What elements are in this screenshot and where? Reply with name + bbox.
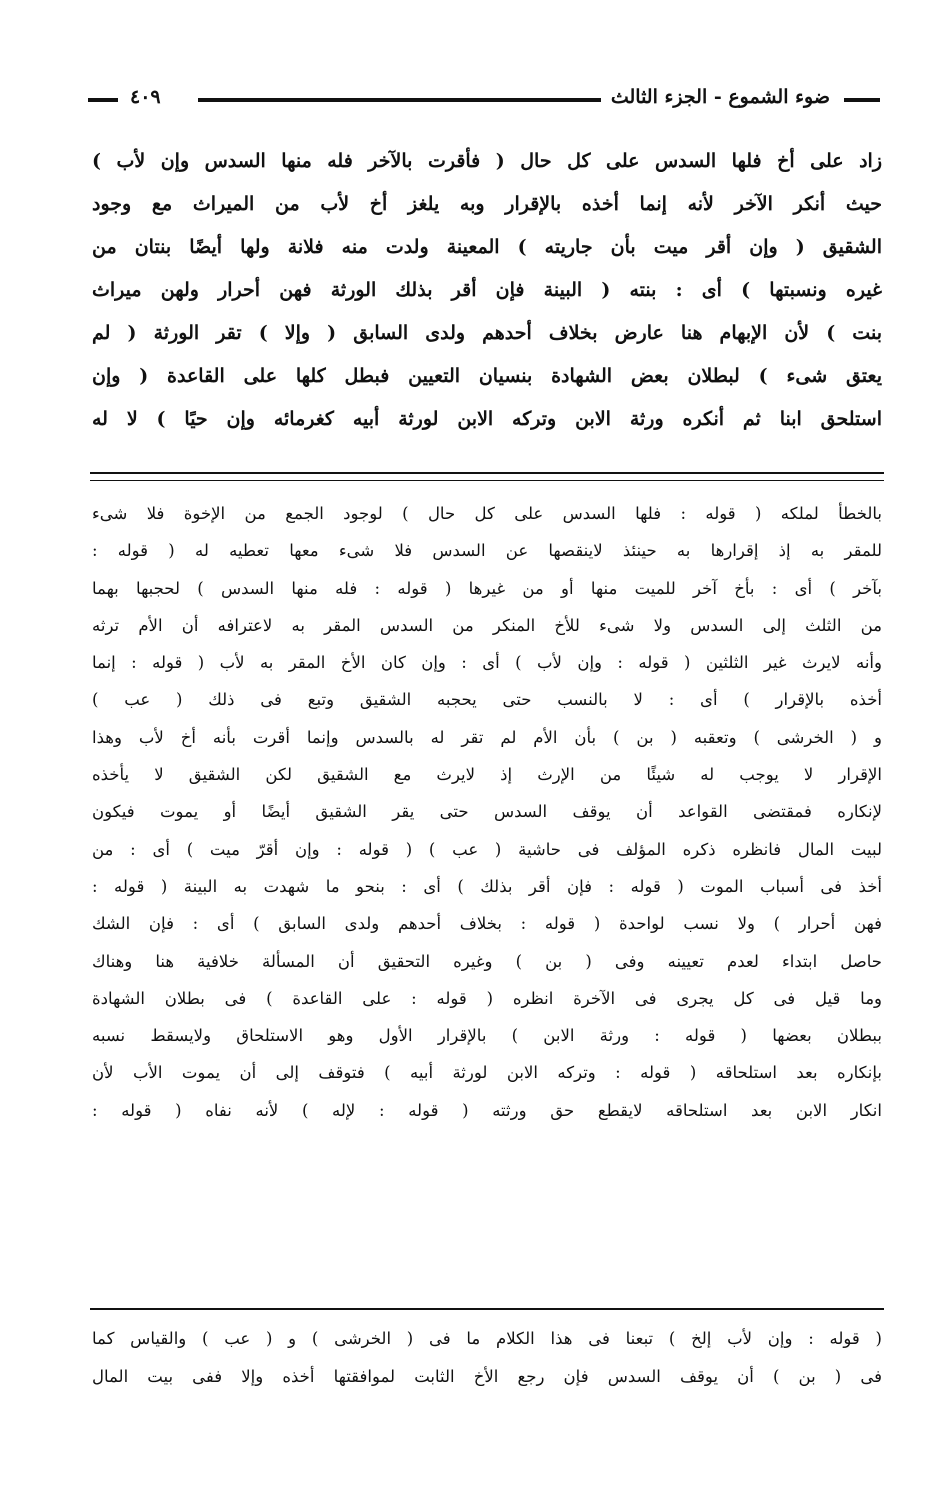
running-header xyxy=(88,78,880,118)
text-line: ( قوله : وإن لأب إلخ ) تبعنا فى هذا الكلام ما فى ( الخرشى ) و ( عب ) والقياس كما xyxy=(92,1329,882,1348)
text-line: بالخطأ لملكه ( قوله : فلها السدس على كل حال ) لوجود الجمع من الإخوة فلا شىء xyxy=(92,504,882,523)
text-line: بآخر ) أى : بأخ آخر للميت منها أو من غيرها ( قوله : فله منها السدس ) لحجبها بهما xyxy=(92,578,882,598)
section-divider xyxy=(90,1308,884,1310)
text-line: الشقيق ( وإن أقر ميت بأن جاريته ) المعينة ولدت منه فلانة ولها أيضًا بنتان من xyxy=(92,236,882,258)
text-line: من الثلث إلى السدس ولا شىء للأخ المنكر من السدس المقر به لاعترافه أن الأم ترثه xyxy=(92,615,882,635)
text-line: وما قيل فى كل يجرى فى الآخرة انظره ( قوله : على القاعدة ) فى بطلان الشهادة xyxy=(92,988,882,1008)
header-rule xyxy=(88,98,118,102)
page-number: ٤٠٩ xyxy=(122,86,169,108)
section-divider xyxy=(90,480,884,481)
text-line: حاصل ابتداء لعدم تعيينه وفى ( بن ) وغيره التحقيق أن المسألة خلافية هنا وهناك xyxy=(92,951,882,971)
footnote-text xyxy=(92,1320,882,1396)
text-line: أخذه بالإقرار ) أى : لا بالنسب حتى يحجبه الشقيق وتبع فى ذلك ( عب ) xyxy=(92,690,882,710)
header-rule xyxy=(198,98,630,102)
text-line: لبيت المال فانظره ذكره المؤلف فى حاشية ( عب ) ( قوله : وإن أقرّ ميت ) أى : من xyxy=(92,839,882,859)
text-line: للمقر به إذ إقرارها به حينئذ لاينقصها عن السدس فلا شىء معها تعطيه له ( قوله : xyxy=(92,541,882,561)
text-line: بنت ) لأن الإبهام هنا عارض بخلاف أحدهم ولدى السابق ( وإلا ) تقر الورثة ( لم xyxy=(92,322,882,344)
header-rule xyxy=(844,98,880,102)
text-line: استلحق ابنا ثم أنكره ورثة الابن وتركه الابن لورثة أبيه كغرمائه وإن حيًا ) لا له xyxy=(92,408,882,430)
main-text xyxy=(92,140,882,441)
text-line: وأنه لايرث غير الثلثين ( قوله : وإن لأب ) أى : وإن كان الأخ المقر به لأب ( قوله : إنما xyxy=(92,653,882,673)
text-line: الإقرار لا يوجب له شيئًا من الإرث إذ لايرث مع الشقيق لكن الشقيق لا يأخذه xyxy=(92,765,882,785)
header-title: ضوء الشموع - الجزء الثالث xyxy=(601,86,840,108)
text-line: حيث أنكر الآخر لأنه إنما أخذه بالإقرار وبه يلغز أخ لأب من الميراث مع وجود xyxy=(92,193,882,215)
text-line: ببطلان بعضها ( قوله : ورثة الابن ) بالإقرار الأول وهو الاستلحاق ولايسقط نسبه xyxy=(92,1026,882,1046)
text-line: و ( الخرشى ) وتعقبه ( بن ) بأن الأم لم تقر له بالسدس وإنما أقرت بأنه أخ لأب وهذا xyxy=(92,727,882,747)
text-line: يعتق شىء ) لبطلان بعض الشهادة بنسيان التعيين فبطل كلها على القاعدة ( وإن xyxy=(92,365,882,387)
text-line: فهن أحرار ) ولا نسب لواحدة ( قوله : بخلاف أحدهم ولدى السابق ) أى : فإن الشك xyxy=(92,914,882,934)
text-line: انكار الابن بعد استلحاقه لايقطع حق ورثته ( قوله : لإله ) لأنه نفاه ( قوله : xyxy=(92,1100,882,1120)
text-line: أخذ فى أسباب الموت ( قوله : فإن أقر بذلك ) أى : بنحو ما شهدت به البينة ( قوله : xyxy=(92,876,882,896)
text-line: غيره ونسبتها ) أى : بنته ( البينة فإن أقر بذلك الورثة فهن أحرار ولهن ميراث xyxy=(92,279,882,301)
text-line: بإنكاره بعد استلحاقه ( قوله : وتركه الابن لورثة أبيه ) فتوقف إلى أن يموت الأب لأن xyxy=(92,1063,882,1083)
text-line: لإنكاره فمقتضى القواعد أن يوقف السدس حتى يقر الشقيق أيضًا أو يموت فيكون xyxy=(92,802,882,822)
text-line: زاد على أخ فلها السدس على كل حال ( فأقرت بالآخر فله منها السدس وإن لأب ) xyxy=(92,150,882,172)
section-divider xyxy=(90,472,884,474)
commentary-text xyxy=(92,495,882,1129)
text-line: فى ( بن ) أن يوقف السدس فإن رجع الأخ الثابت لموافقتها أخذه وإلا ففى بيت المال xyxy=(92,1367,882,1386)
